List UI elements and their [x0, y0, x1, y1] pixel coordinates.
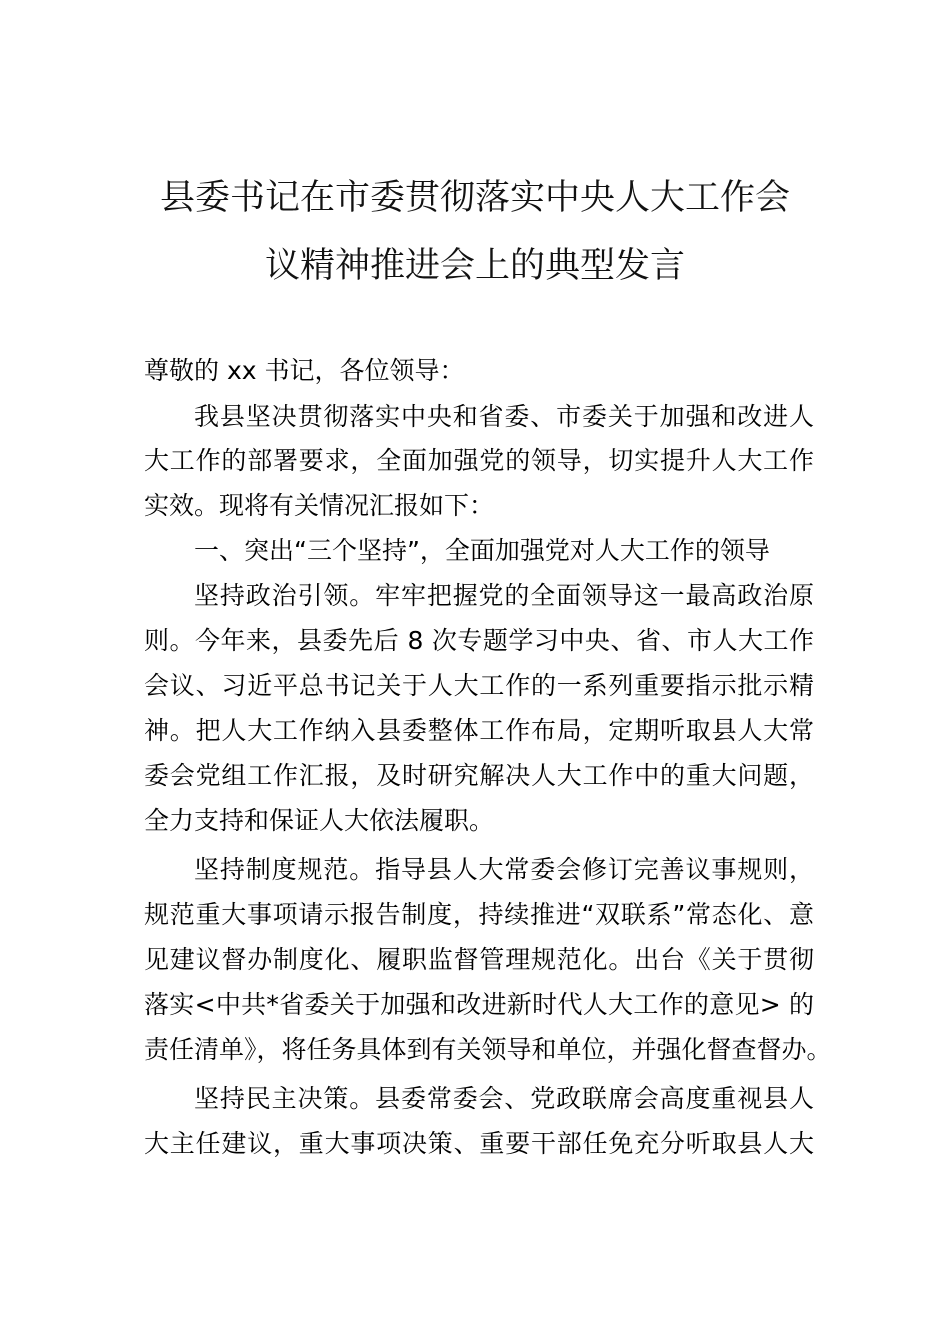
paragraph-line: 则。今年来，县委先后 8 次专题学习中央、省、市人大工作 — [144, 626, 814, 655]
paragraph-line: 实效。现将有关情况汇报如下： — [144, 491, 495, 520]
paragraph-line: 落实<中共*省委关于加强和改进新时代人大工作的意见> 的 — [144, 990, 814, 1019]
paragraph-line: 见建议督办制度化、履职监督管理规范化。出台《关于贯彻 — [144, 945, 814, 974]
paragraph-line: 坚持民主决策。县委常委会、党政联席会高度重视县人 — [194, 1084, 814, 1113]
paragraph-line: 坚持政治引领。牢牢把握党的全面领导这一最高政治原 — [194, 581, 814, 610]
paragraph-line: 大主任建议，重大事项决策、重要干部任免充分听取县人大 — [144, 1129, 814, 1158]
paragraph-line: 规范重大事项请示报告制度，持续推进“双联系”常态化、意 — [144, 900, 814, 929]
paragraph-line: 坚持制度规范。指导县人大常委会修订完善议事规则， — [194, 855, 814, 884]
paragraph-line: 会议、习近平总书记关于人大工作的一系列重要指示批示精 — [144, 671, 814, 700]
paragraph-line: 委会党组工作汇报，及时研究解决人大工作中的重大问题， — [144, 761, 814, 790]
paragraph-line: 神。把人大工作纳入县委整体工作布局，定期听取县人大常 — [144, 716, 814, 745]
document-title-line-2: 议精神推进会上的典型发言 — [264, 246, 685, 286]
paragraph-line: 责任清单》，将任务具体到有关领导和单位，并强化督查督办。 — [144, 1035, 832, 1064]
document-title-line-1: 县委书记在市委贯彻落实中央人大工作会 — [159, 178, 790, 218]
section-heading: 一、突出“三个坚持”，全面加强党对人大工作的领导 — [194, 536, 770, 565]
paragraph-line: 大工作的部署要求，全面加强党的领导，切实提升人大工作 — [144, 446, 814, 475]
salutation: 尊敬的 xx 书记，各位领导： — [144, 356, 465, 385]
paragraph-line: 全力支持和保证人大依法履职。 — [144, 806, 495, 835]
paragraph-line: 我县坚决贯彻落实中央和省委、市委关于加强和改进人 — [194, 402, 814, 431]
